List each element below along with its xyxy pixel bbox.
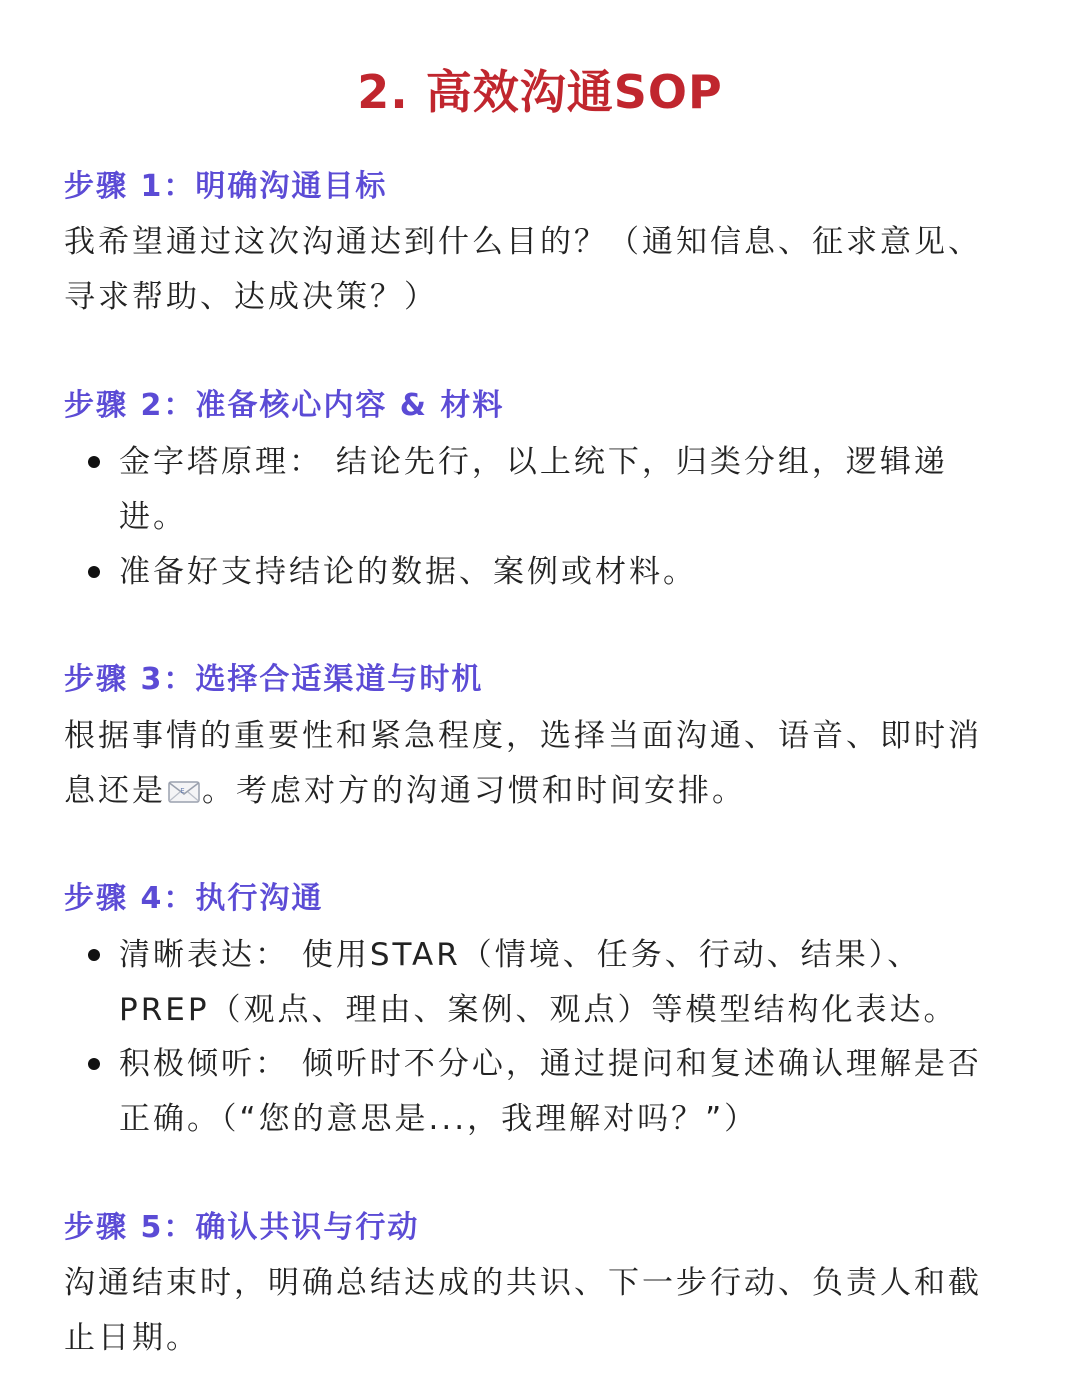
step-4-bullet-2 — [64, 1037, 1014, 1147]
step-5-heading: 步骤 5：确认共识与行动 — [64, 1210, 420, 1245]
step-3-text-part-1: 根据事情的重要性和紧急程度，选择当面沟通、语音、即时消息还是 — [64, 718, 982, 809]
bullet-text: 清晰表达： 使用STAR（情境、任务、行动、结果）、PREP（观点、理由、案例、观点）等模型结构化表达。 — [119, 937, 958, 1028]
step-1-paragraph: 我希望通过这次沟通达到什么目的？（通知信息、征求意见、寻求帮助、达成决策？） — [64, 224, 982, 315]
bullet-text: 积极倾听： 倾听时不分心，通过提问和复述确认理解是否正确。（“您的意思是...，我理解对吗？”） — [119, 1046, 982, 1137]
bullet-text: 准备好支持结论的数据、案例或材料。 — [119, 554, 697, 590]
step-2-heading: 步骤 2：准备核心内容 & 材料 — [64, 388, 505, 423]
bullet-dot — [88, 1058, 100, 1070]
step-4-bullet-1 — [64, 928, 1014, 1038]
step-1-heading: 步骤 1：明确沟通目标 — [64, 169, 388, 204]
step-5-paragraph: 沟通结束时，明确总结达成的共识、下一步行动、负责人和截止日期。 — [64, 1265, 982, 1356]
bullet-dot — [88, 949, 100, 961]
step-2-bullet-1 — [64, 435, 1014, 545]
step-4-heading: 步骤 4：执行沟通 — [64, 881, 324, 916]
bullet-dot — [88, 456, 100, 468]
svg-text:E: E — [180, 787, 188, 795]
step-3-text-part-2: 。考虑对方的沟通习惯和时间安排。 — [202, 773, 746, 809]
step-2-bullet-2 — [64, 545, 1014, 600]
bullet-text: 金字塔原理： 结论先行，以上统下，归类分组，逻辑递进。 — [119, 444, 948, 535]
page-title: 2. 高效沟通SOP — [357, 65, 723, 119]
step-3-heading: 步骤 3：选择合适渠道与时机 — [64, 662, 484, 697]
envelope-icon — [168, 766, 200, 795]
bullet-dot — [88, 566, 100, 578]
step-3-paragraph — [64, 709, 1014, 819]
